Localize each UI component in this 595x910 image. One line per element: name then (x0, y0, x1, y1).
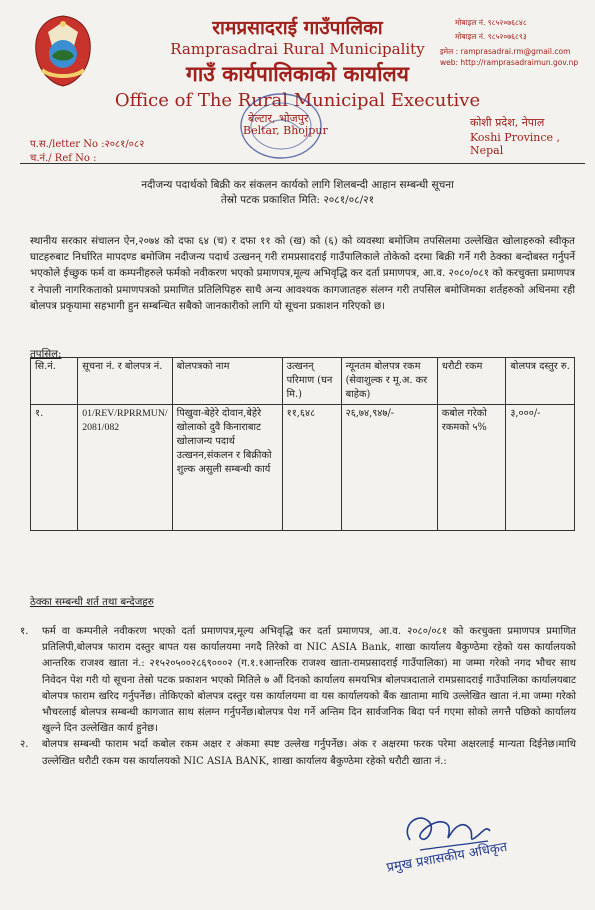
tender-table (30, 357, 575, 531)
phone-1: मोबाइल नं. ९८५२०७६८४८ (455, 18, 527, 27)
signatory-designation: प्रमुख प्रशासकीय अधिकृत (385, 839, 509, 876)
address-np: बेल्टार, भोजपुर (248, 112, 309, 125)
office-seal-stamp (236, 90, 326, 162)
province-en: Koshi Province , Nepal (470, 131, 561, 157)
municipality-name-np: रामप्रसादराई गाउँपालिका (212, 17, 383, 39)
table-row (31, 405, 575, 531)
reference-number: च.नं./ Ref No : (30, 153, 97, 164)
office-name-np: गाउँ कार्यपालिकाको कार्यालय (186, 61, 409, 86)
list-item (20, 624, 576, 737)
condition-number: १. (20, 626, 29, 637)
col-header-deposit: धरौटी रकम (437, 358, 506, 405)
cell-sn: १. (31, 405, 78, 531)
conditions-section-title: ठेक्का सम्बन्धी शर्त तथा बन्देजहरु (30, 597, 154, 608)
municipality-name-en: Ramprasadrai Rural Municipality (170, 40, 425, 58)
phone-2: मोबाइल नं. ९८५२०७६८९३ (455, 32, 527, 41)
col-header-min-amount: न्यूनतम बोलपत्र रकम (सेवाशुल्क र मू.अ. कर बाहेक) (341, 358, 437, 405)
notice-intro-paragraph: स्थानीय सरकार संचालन ऐन,२०७४ को दफा ६४ (च) र दफा ११ को (ख) को (६) को व्यवस्था बमोजिम तपसिलमा उल्लेखित खोलाहरुको स्वीकृत घाटहरुबाट निर्धारित मापदण्ड बमोजिम नदीजन्य पदार्थ उत्खनन् गरी रामप्रसादराई गाउँपालिकाले तोकेको दरमा बिक्री गर्ने गरी ठेक्का बन्दोबस्त गर्नुपर्ने भएकोले ईच्छुक फर्म वा कम्पनीहरुले फर्मको नवीकरण भएको प्रमाणपत्र,मूल्य अभिवृद्धि कर दर्ता प्रमाणपत्र, आ.व. २०८०/०८१ को करचुक्ता प्रमाणपत्र र नेपाली नागरिकताको प्रमाणपत्रको प्रमाणित प्रतिलिपिहरु साथै अन्य आवश्यक कागजातहरु संलग्न गरी तपसिल बमोजिमका शर्तहरुको अधिनमा रही बोलपत्र प्रकृयामा सहभागी हुन सम्बन्धित सबैको जानकारीको लागि यो सूचना प्रकाशन गरिएको छ। (30, 236, 575, 312)
schedule-label: तपसिल: (30, 349, 62, 360)
province-np: कोशी प्रदेश, नेपाल (470, 116, 545, 129)
letter-number: प.स./letter No :२०८१/०८२ (30, 139, 145, 150)
col-header-fee: बोलपत्र दस्तुर रु. (506, 358, 575, 405)
email-address: इमेल : ramprasadrai.rm@gmail.com (440, 47, 571, 56)
notice-publish-date: तेस्रो पटक प्रकाशित मिति: २०८१/०८/२१ (220, 194, 375, 206)
conditions-list (20, 624, 576, 770)
list-item (20, 737, 576, 769)
col-header-sn: सि.नं. (31, 358, 78, 405)
cell-notice-no: 01/REV/RPRRMUN/ 2081/082 (78, 405, 172, 531)
cell-quantity: ११,६४८ (282, 405, 341, 531)
table-header-row (31, 358, 575, 405)
cell-fee: ३,०००/- (506, 405, 575, 531)
col-header-quantity: उत्खनन् परिमाण (घन मि.) (282, 358, 341, 405)
col-header-name: बोलपत्रको नाम (172, 358, 282, 405)
notice-title: नदीजन्य पदार्थको बिक्री कर संकलन कार्यको लागि शिलबन्दी आहान सम्बन्धी सूचना (141, 179, 454, 191)
condition-text: फर्म वा कम्पनीले नवीकरण भएको दर्ता प्रमाणपत्र,मूल्य अभिवृद्धि कर दर्ता प्रमाणपत्र, आ.व. २०८०/०८१ को करचुक्ता प्रमाणपत्र प्रमाणित प्रतिलिपी,बोलपत्र फाराम दस्तुर बापत यस कार्यालयमा नगदै तिरेको वा NIC ASIA Bank, शाखा कार्यालय बैकुण्ठेमा रहेको यस कार्यालयको आन्तरिक राजश्व खाता नं.: २१५२०५००२८६९०००२ (ग.१.१आन्तरिक राजश्व खाता-रामप्रसादराई गाउँपालिका) मा जम्मा गरेको नगद भौचर साथ निवेदन पेश गरी यो सूचना तेस्रो पटक प्रकाशन भएको मितिले ७ औं दिनको कार्यालय समयभित्र बोलपत्रदाताले रामप्रसादराई गाउँपालिका कार्यालयबाट बोलपत्र फाराम खरिद गर्नुपर्नेछ। तोकिएको बोलपत्र दस्तुर यस कार्यालयमा वा यस कार्यालयको बैंक खातामा माथि उल्लेखित खाता नं.मा जम्मा गरेको भौचरलाई बोलपत्र सम्बन्धी कागजात साथ संलग्न गर्नुपर्नेछ।बोलपत्र पेश गर्ने अन्तिम दिन सार्वजनिक बिदा पर्न गएमा सोको लगत्तै पछिको कार्यालय खुल्ने दिन उल्लेखित कार्य हुनेछ। (42, 626, 576, 735)
header-divider (20, 163, 585, 164)
address-en: Beltar, Bhojpur (243, 124, 328, 137)
col-header-notice-no: सूचना नं. र बोलपत्र नं. (78, 358, 172, 405)
cell-name: पिखुवा-बेहेरे दोवान,बेहेरे खोलाको दुवै किनाराबाट खोलाजन्य पदार्थ उत्खनन,संकलन र बिक्रीको शुल्क असुली सम्बन्धी कार्य (172, 405, 282, 531)
cell-deposit: कबोल गरेको रकमको ५% (437, 405, 506, 531)
office-name-en: Office of The Rural Municipal Executive (114, 90, 481, 111)
cell-min-amount: २६,७४,९४७/- (341, 405, 437, 531)
condition-text: बोलपत्र सम्बन्धी फाराम भर्दा कबोल रकम अक्षर र अंकमा स्पष्ट उल्लेख गर्नुपर्नेछ। अंक र अक्षरमा फरक परेमा अक्षरलाई मान्यता दिईनेछ।माथि उल्लेखित धरौटी रकम यस कार्यालयको NIC ASIA BANK, शाखा कार्यालय बैकुण्ठेमा रहेको धरौटी खाता नं.: (42, 739, 576, 767)
website-url: web: http://ramprasadraimun.gov.np (440, 58, 579, 67)
condition-number: २. (20, 739, 29, 751)
